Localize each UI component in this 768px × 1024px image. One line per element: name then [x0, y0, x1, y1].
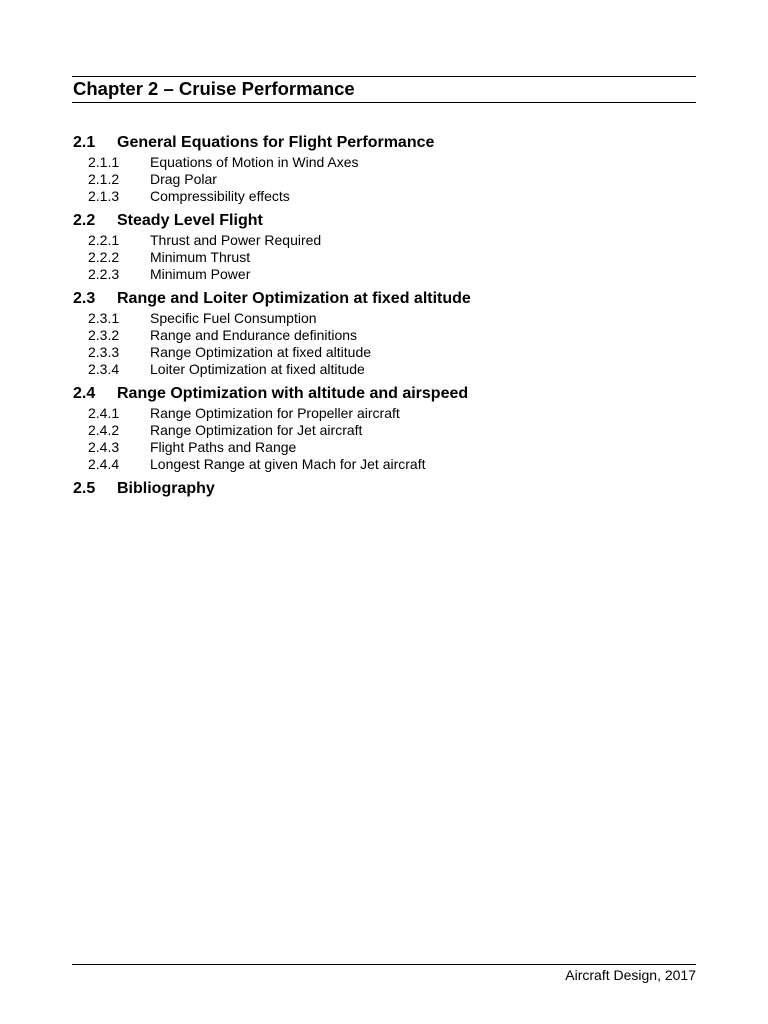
subsection-item — [73, 249, 696, 266]
subsection-title: Range Optimization for Jet aircraft — [150, 422, 363, 438]
footer-rule — [72, 964, 696, 965]
section-heading — [73, 289, 696, 309]
subsection-number: 2.3.1 — [88, 310, 120, 326]
section-title: Steady Level Flight — [117, 212, 263, 229]
header-rule-top — [72, 76, 696, 77]
subsection-title: Flight Paths and Range — [150, 439, 297, 455]
toc-section — [73, 211, 696, 283]
subsection-list — [73, 405, 696, 473]
section-heading — [73, 133, 696, 153]
subsection-number: 2.1.2 — [88, 171, 120, 187]
section-number: 2.2 — [73, 212, 96, 229]
subsection-title: Drag Polar — [150, 171, 217, 187]
subsection-number: 2.3.4 — [88, 361, 120, 377]
section-number: 2.4 — [73, 385, 96, 402]
subsection-title: Range Optimization for Propeller aircraft — [150, 405, 400, 421]
subsection-item — [73, 344, 696, 361]
section-heading — [73, 211, 696, 231]
toc-section — [73, 289, 696, 378]
subsection-item — [73, 422, 696, 439]
subsection-number: 2.1.3 — [88, 188, 120, 204]
subsection-number: 2.4.3 — [88, 439, 120, 455]
subsection-item — [73, 171, 696, 188]
subsection-title: Minimum Power — [150, 266, 251, 282]
subsection-item — [73, 188, 696, 205]
subsection-title: Minimum Thrust — [150, 249, 251, 265]
subsection-number: 2.3.3 — [88, 344, 120, 360]
subsection-list — [73, 310, 696, 378]
subsection-item — [73, 310, 696, 327]
chapter-title: Chapter 2 – Cruise Performance — [73, 78, 355, 99]
subsection-number: 2.2.2 — [88, 249, 120, 265]
toc-section — [73, 479, 696, 499]
subsection-list — [73, 154, 696, 205]
section-title: Bibliography — [117, 480, 215, 497]
subsection-number: 2.4.4 — [88, 456, 120, 472]
subsection-number: 2.2.1 — [88, 232, 120, 248]
footer-text: Aircraft Design, 2017 — [565, 967, 696, 983]
subsection-title: Compressibility effects — [150, 188, 290, 204]
subsection-title: Specific Fuel Consumption — [150, 310, 317, 326]
subsection-number: 2.1.1 — [88, 154, 120, 170]
subsection-item — [73, 232, 696, 249]
table-of-contents — [73, 133, 696, 505]
header-rule-bottom — [72, 102, 696, 103]
subsection-title: Thrust and Power Required — [150, 232, 322, 248]
subsection-number: 2.3.2 — [88, 327, 120, 343]
subsection-title: Longest Range at given Mach for Jet aircraft — [150, 456, 426, 472]
subsection-item — [73, 439, 696, 456]
section-title: Range and Loiter Optimization at fixed altitude — [117, 290, 471, 307]
section-title: General Equations for Flight Performance — [117, 134, 435, 151]
toc-section — [73, 133, 696, 205]
subsection-number: 2.2.3 — [88, 266, 120, 282]
subsection-title: Equations of Motion in Wind Axes — [150, 154, 359, 170]
section-title: Range Optimization with altitude and airspeed — [117, 385, 469, 402]
subsection-item — [73, 361, 696, 378]
subsection-number: 2.4.1 — [88, 405, 120, 421]
section-number: 2.3 — [73, 290, 96, 307]
subsection-title: Range and Endurance definitions — [150, 327, 358, 343]
subsection-list — [73, 232, 696, 283]
subsection-item — [73, 266, 696, 283]
toc-section — [73, 384, 696, 473]
section-number: 2.1 — [73, 134, 96, 151]
section-number: 2.5 — [73, 480, 96, 497]
section-heading — [73, 384, 696, 404]
subsection-item — [73, 154, 696, 171]
subsection-item — [73, 456, 696, 473]
subsection-number: 2.4.2 — [88, 422, 120, 438]
subsection-item — [73, 405, 696, 422]
subsection-item — [73, 327, 696, 344]
subsection-title: Range Optimization at fixed altitude — [150, 344, 372, 360]
section-heading — [73, 479, 696, 499]
subsection-title: Loiter Optimization at fixed altitude — [150, 361, 365, 377]
